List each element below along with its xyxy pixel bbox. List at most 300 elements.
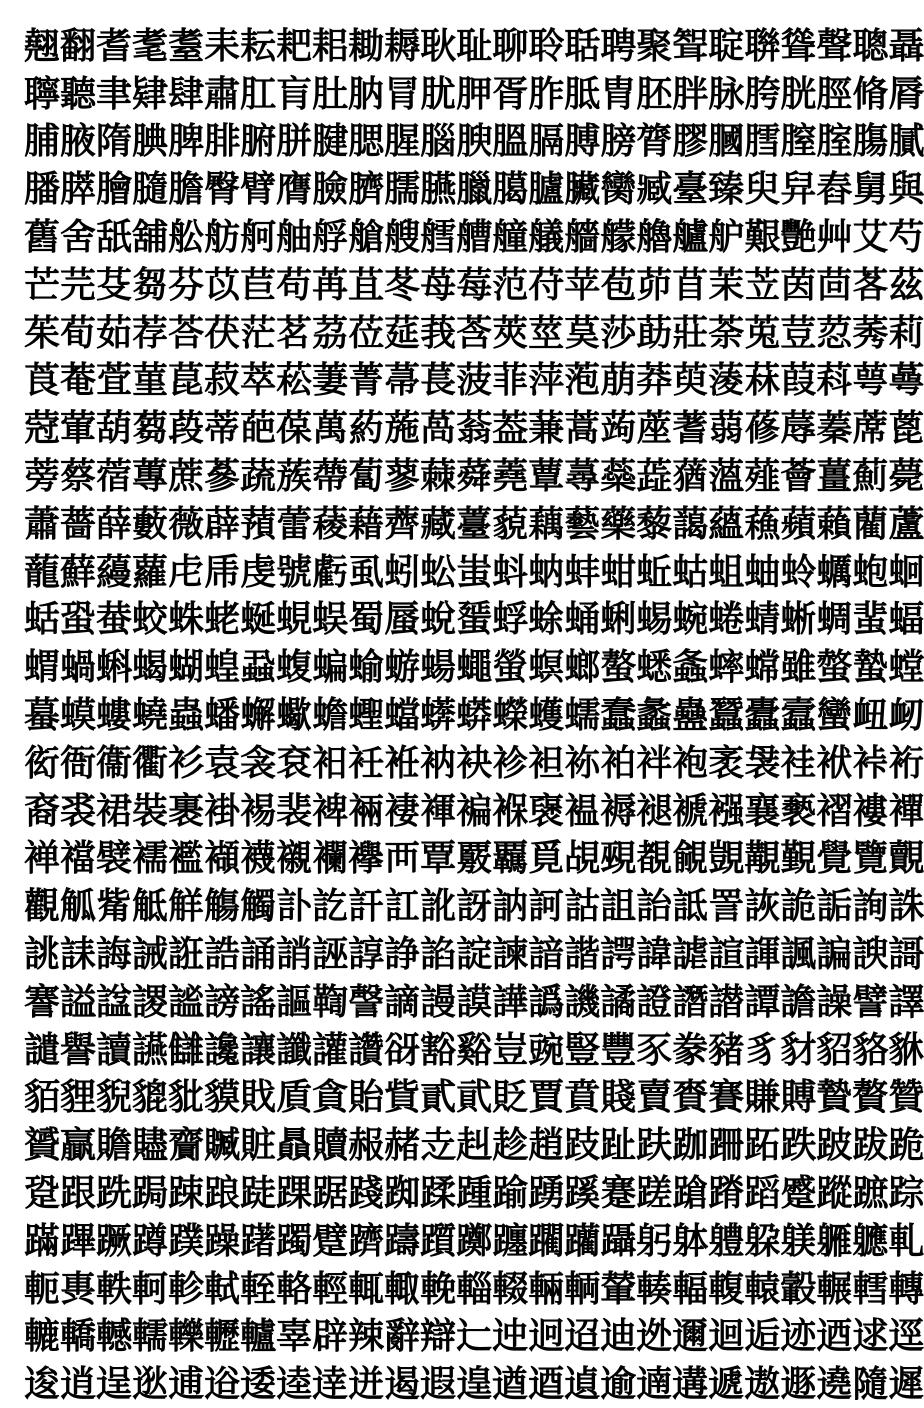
glyph: 蝓 (348, 646, 385, 689)
glyph: 蒄 (24, 407, 61, 450)
glyph: 莉 (888, 311, 924, 354)
glyph: 遐 (420, 1363, 457, 1406)
glyph: 蛄 (672, 550, 709, 593)
glyph: 貽 (348, 1076, 385, 1119)
glyph: 贅 (852, 1076, 889, 1119)
glyph: 葆 (276, 407, 313, 450)
glyph: 艙 (348, 216, 385, 259)
glyph: 蟯 (132, 694, 169, 737)
glyph-row (24, 165, 924, 213)
glyph: 蒂 (204, 407, 241, 450)
glyph: 襦 (132, 837, 169, 880)
glyph: 蹊 (564, 1172, 601, 1215)
glyph: 蝌 (96, 646, 133, 689)
glyph: 萇 (420, 359, 457, 402)
glyph: 轂 (780, 1267, 817, 1310)
glyph: 衵 (312, 741, 349, 784)
glyph: 赳 (456, 1124, 493, 1167)
glyph: 芻 (132, 263, 169, 306)
glyph: 肆 (168, 72, 205, 115)
glyph: 蟲 (168, 694, 205, 737)
glyph: 贖 (312, 1124, 349, 1167)
glyph: 蕾 (276, 502, 313, 545)
glyph: 褪 (636, 789, 673, 832)
glyph: 躡 (600, 1219, 637, 1262)
glyph: 茴 (816, 263, 853, 306)
glyph-row (24, 643, 924, 691)
glyph: 讓 (240, 1028, 277, 1071)
glyph: 褞 (564, 789, 601, 832)
glyph: 軣 (60, 1267, 97, 1310)
glyph: 豺 (780, 1028, 817, 1071)
glyph: 螯 (600, 646, 637, 689)
glyph: 蹕 (60, 1219, 97, 1262)
glyph: 訛 (420, 885, 457, 928)
glyph: 豈 (492, 1028, 529, 1071)
glyph: 遞 (708, 1363, 745, 1406)
glyph: 蜒 (240, 598, 277, 641)
glyph: 腟 (816, 120, 853, 163)
glyph: 蠑 (492, 694, 529, 737)
glyph: 遏 (384, 1363, 421, 1406)
glyph: 薔 (60, 502, 97, 545)
glyph: 覽 (852, 837, 889, 880)
glyph: 踴 (528, 1172, 565, 1215)
glyph: 蔡 (60, 455, 97, 498)
glyph: 苺 (420, 263, 457, 306)
glyph: 舅 (852, 168, 889, 211)
glyph: 螽 (672, 646, 709, 689)
glyph: 轣 (204, 1315, 241, 1358)
glyph: 薑 (816, 455, 853, 498)
glyph: 袍 (672, 741, 709, 784)
glyph: 臠 (600, 168, 637, 211)
glyph: 萪 (816, 359, 853, 402)
glyph: 范 (492, 263, 529, 306)
glyph: 蟄 (852, 646, 889, 689)
glyph: 苡 (204, 263, 241, 306)
glyph: 菻 (744, 359, 781, 402)
glyph: 躓 (420, 1219, 457, 1262)
glyph: 迥 (528, 1315, 565, 1358)
glyph: 蠢 (600, 694, 637, 737)
glyph: 跣 (96, 1172, 133, 1215)
glyph: 舸 (240, 216, 277, 259)
glyph: 蛹 (564, 598, 601, 641)
glyph: 貘 (204, 1076, 241, 1119)
glyph: 輅 (276, 1267, 313, 1310)
glyph: 赭 (384, 1124, 421, 1167)
glyph: 苞 (600, 263, 637, 306)
glyph: 脯 (24, 120, 61, 163)
glyph: 蜴 (636, 598, 673, 641)
glyph: 輹 (708, 1267, 745, 1310)
glyph: 譬 (852, 980, 889, 1023)
glyph: 膓 (852, 120, 889, 163)
glyph: 豐 (600, 1028, 637, 1071)
glyph: 胛 (456, 72, 493, 115)
glyph: 袵 (384, 741, 421, 784)
glyph: 跿 (240, 1172, 277, 1215)
glyph-row (24, 1265, 924, 1313)
glyph: 觴 (204, 885, 241, 928)
glyph: 薜 (204, 502, 241, 545)
glyph: 胥 (492, 72, 529, 115)
glyph-row (24, 452, 924, 500)
glyph: 聢 (708, 24, 745, 67)
glyph: 袤 (708, 741, 745, 784)
glyph: 裃 (852, 741, 889, 784)
glyph: 莖 (528, 311, 565, 354)
glyph: 誅 (888, 885, 924, 928)
glyph: 襭 (204, 837, 241, 880)
glyph: 賈 (528, 1076, 565, 1119)
glyph: 艢 (564, 216, 601, 259)
glyph-row (24, 213, 924, 261)
glyph: 翹 (24, 24, 61, 67)
glyph: 蟇 (24, 694, 61, 737)
glyph: 荀 (60, 311, 97, 354)
glyph: 藕 (528, 502, 565, 545)
glyph: 躰 (672, 1219, 709, 1262)
glyph: 蝮 (276, 646, 313, 689)
glyph: 譎 (600, 980, 637, 1023)
glyph: 艷 (780, 216, 817, 259)
glyph: 胯 (744, 72, 781, 115)
glyph: 蟒 (456, 694, 493, 737)
glyph: 膤 (744, 120, 781, 163)
glyph: 觚 (60, 885, 97, 928)
glyph: 蠻 (816, 694, 853, 737)
glyph: 諂 (420, 933, 457, 976)
glyph: 訥 (492, 885, 529, 928)
glyph: 蘊 (708, 502, 745, 545)
glyph: 譟 (816, 980, 853, 1023)
glyph: 聹 (24, 72, 61, 115)
glyph: 赱 (420, 1124, 457, 1167)
glyph: 貪 (312, 1076, 349, 1119)
glyph: 蜊 (600, 598, 637, 641)
glyph: 齎 (168, 1124, 205, 1167)
glyph: 荅 (168, 311, 205, 354)
glyph: 辭 (384, 1315, 421, 1358)
glyph: 與 (888, 168, 924, 211)
glyph: 膣 (780, 120, 817, 163)
glyph: 襠 (60, 837, 97, 880)
glyph: 蕭 (24, 502, 61, 545)
glyph: 茗 (276, 311, 313, 354)
glyph: 裴 (276, 789, 313, 832)
glyph: 莎 (600, 311, 637, 354)
glyph-row (24, 309, 924, 357)
glyph: 賁 (564, 1076, 601, 1119)
glyph: 蜀 (348, 598, 385, 641)
glyph-row (24, 357, 924, 405)
glyph: 蹠 (852, 1172, 889, 1215)
glyph: 茹 (96, 311, 133, 354)
glyph: 豼 (168, 1076, 205, 1119)
glyph: 貅 (888, 1028, 924, 1071)
glyph: 輛 (528, 1267, 565, 1310)
glyph: 耙 (276, 24, 313, 67)
glyph: 蠱 (672, 694, 709, 737)
glyph: 蝟 (24, 646, 61, 689)
glyph: 跼 (132, 1172, 169, 1215)
glyph: 輕 (312, 1267, 349, 1310)
glyph: 跪 (888, 1124, 924, 1167)
glyph: 藹 (672, 502, 709, 545)
glyph: 艘 (384, 216, 421, 259)
glyph: 螻 (96, 694, 133, 737)
glyph: 荳 (780, 311, 817, 354)
glyph: 蟀 (708, 646, 745, 689)
glyph: 衢 (132, 741, 169, 784)
glyph: 聆 (528, 24, 565, 67)
glyph: 遯 (780, 1363, 817, 1406)
glyph: 萓 (96, 359, 133, 402)
glyph: 貳 (420, 1076, 457, 1119)
glyph: 蜿 (672, 598, 709, 641)
glyph: 逍 (60, 1363, 97, 1406)
glyph: 蜑 (456, 598, 493, 641)
glyph: 莨 (24, 359, 61, 402)
glyph: 踈 (168, 1172, 205, 1215)
glyph: 薀 (708, 455, 745, 498)
glyph: 謨 (456, 980, 493, 1023)
glyph: 詢 (852, 885, 889, 928)
glyph: 蛉 (780, 550, 817, 593)
glyph: 菎 (168, 359, 205, 402)
glyph: 蹼 (168, 1219, 205, 1262)
glyph: 跏 (672, 1124, 709, 1167)
glyph: 蕈 (528, 455, 565, 498)
glyph: 芍 (888, 216, 924, 259)
glyph-row (24, 22, 924, 70)
glyph-row (24, 1026, 924, 1074)
glyph: 蜻 (744, 598, 781, 641)
glyph: 蹣 (24, 1219, 61, 1262)
glyph: 腆 (132, 120, 169, 163)
glyph: 蝸 (60, 646, 97, 689)
glyph: 迸 (348, 1363, 385, 1406)
glyph: 舖 (132, 216, 169, 259)
glyph: 艀 (312, 216, 349, 259)
glyph: 臙 (420, 168, 457, 211)
glyph: 襾 (384, 837, 421, 880)
glyph: 藝 (564, 502, 601, 545)
glyph: 蠹 (744, 694, 781, 737)
glyph: 贔 (276, 1124, 313, 1167)
glyph: 薨 (888, 455, 924, 498)
glyph-row (24, 261, 924, 309)
glyph: 莪 (420, 311, 457, 354)
glyph: 菫 (132, 359, 169, 402)
glyph: 諤 (600, 933, 637, 976)
glyph: 苹 (564, 263, 601, 306)
glyph: 葢 (492, 407, 529, 450)
glyph: 躪 (564, 1219, 601, 1262)
glyph: 舩 (168, 216, 205, 259)
glyph: 貭 (276, 1076, 313, 1119)
glyph: 臂 (240, 168, 277, 211)
glyph: 菷 (384, 359, 421, 402)
glyph: 蜷 (708, 598, 745, 641)
glyph: 貊 (24, 1076, 61, 1119)
glyph: 臀 (204, 168, 241, 211)
glyph: 蓼 (384, 455, 421, 498)
glyph: 藜 (636, 502, 673, 545)
glyph: 胖 (672, 72, 709, 115)
glyph: 譖 (672, 980, 709, 1023)
glyph: 莢 (492, 311, 529, 354)
glyph: 觝 (132, 885, 169, 928)
glyph: 貮 (456, 1076, 493, 1119)
glyph: 襤 (168, 837, 205, 880)
glyph: 迢 (564, 1315, 601, 1358)
glyph: 裝 (132, 789, 169, 832)
glyph: 蚌 (564, 550, 601, 593)
glyph: 藏 (420, 502, 457, 545)
glyph: 蟶 (348, 694, 385, 737)
glyph: 膃 (492, 120, 529, 163)
glyph: 蚋 (528, 550, 565, 593)
glyph: 莓 (456, 263, 493, 306)
glyph: 贓 (204, 1124, 241, 1167)
glyph: 茲 (888, 263, 924, 306)
glyph: 覃 (420, 837, 457, 880)
glyph: 蔔 (348, 455, 385, 498)
glyph: 葩 (240, 407, 277, 450)
glyph: 蠣 (816, 550, 853, 593)
glyph: 螳 (888, 646, 924, 689)
glyph: 耡 (348, 24, 385, 67)
glyph: 轢 (168, 1315, 205, 1358)
glyph: 跚 (708, 1124, 745, 1167)
glyph: 苜 (672, 263, 709, 306)
glyph: 趙 (528, 1124, 565, 1167)
glyph: 茫 (240, 311, 277, 354)
glyph: 詈 (708, 885, 745, 928)
glyph: 舮 (708, 216, 745, 259)
glyph: 舐 (96, 216, 133, 259)
glyph: 譯 (888, 980, 924, 1023)
glyph: 蒭 (132, 407, 169, 450)
glyph: 胙 (528, 72, 565, 115)
glyph: 誚 (276, 933, 313, 976)
glyph: 讖 (276, 1028, 313, 1071)
glyph: 豁 (420, 1028, 457, 1071)
glyph: 肭 (348, 72, 385, 115)
glyph: 證 (636, 980, 673, 1023)
glyph: 臉 (312, 168, 349, 211)
glyph: 蛟 (132, 598, 169, 641)
glyph-row (24, 978, 924, 1026)
glyph: 踪 (888, 1172, 924, 1215)
glyph: 蝙 (312, 646, 349, 689)
glyph: 膾 (96, 168, 133, 211)
glyph: 胚 (636, 72, 673, 115)
glyph: 讙 (312, 1028, 349, 1071)
glyph: 蕚 (888, 359, 924, 402)
glyph: 貉 (852, 1028, 889, 1071)
glyph: 貶 (492, 1076, 529, 1119)
glyph: 苟 (276, 263, 313, 306)
glyph: 臑 (384, 168, 421, 211)
glyph: 袁 (204, 741, 241, 784)
glyph: 舳 (276, 216, 313, 259)
glyph: 躑 (456, 1219, 493, 1262)
glyph: 耒 (204, 24, 241, 67)
glyph: 衄 (852, 694, 889, 737)
glyph: 蒟 (600, 407, 637, 450)
glyph: 趾 (600, 1124, 637, 1167)
glyph: 遖 (636, 1363, 673, 1406)
glyph: 躅 (276, 1219, 313, 1262)
glyph: 訐 (348, 885, 385, 928)
glyph-row (24, 404, 924, 452)
glyph: 膀 (600, 120, 637, 163)
glyph: 逡 (24, 1363, 61, 1406)
glyph: 蕣 (456, 455, 493, 498)
glyph: 蘰 (96, 550, 133, 593)
glyph: 薈 (780, 455, 817, 498)
glyph: 褝 (24, 837, 61, 880)
glyph: 衲 (420, 741, 457, 784)
glyph: 蔬 (240, 455, 277, 498)
glyph: 輦 (600, 1267, 637, 1310)
glyph: 芟 (96, 263, 133, 306)
glyph: 藐 (492, 502, 529, 545)
glyph: 諡 (96, 980, 133, 1023)
glyph: 臾 (744, 168, 781, 211)
glyph: 轤 (240, 1315, 277, 1358)
glyph: 諧 (564, 933, 601, 976)
glyph: 號 (276, 550, 313, 593)
glyph: 跟 (60, 1172, 97, 1215)
glyph: 肚 (312, 72, 349, 115)
glyph: 艨 (600, 216, 637, 259)
glyph: 茱 (24, 311, 61, 354)
glyph: 聊 (492, 24, 529, 67)
glyph: 舍 (60, 216, 97, 259)
glyph: 逑 (852, 1315, 889, 1358)
glyph: 覡 (600, 837, 637, 880)
glyph: 蓚 (744, 407, 781, 450)
glyph-row (24, 596, 924, 644)
glyph: 諄 (348, 933, 385, 976)
glyph: 裨 (312, 789, 349, 832)
glyph: 覩 (636, 837, 673, 880)
glyph: 袗 (492, 741, 529, 784)
glyph: 苒 (312, 263, 349, 306)
glyph: 衾 (240, 741, 277, 784)
glyph: 萍 (528, 359, 565, 402)
glyph: 隋 (96, 120, 133, 163)
glyph: 膈 (528, 120, 565, 163)
glyph: 覺 (816, 837, 853, 880)
glyph: 蒿 (564, 407, 601, 450)
glyph: 誄 (60, 933, 97, 976)
glyph: 薊 (852, 455, 889, 498)
glyph: 辟 (312, 1315, 349, 1358)
glyph: 聶 (888, 24, 924, 67)
glyph: 轎 (60, 1315, 97, 1358)
glyph: 躱 (744, 1219, 781, 1262)
glyph: 蓿 (96, 455, 133, 498)
glyph: 膂 (636, 120, 673, 163)
glyph: 辣 (348, 1315, 385, 1358)
glyph: 蘚 (60, 550, 97, 593)
